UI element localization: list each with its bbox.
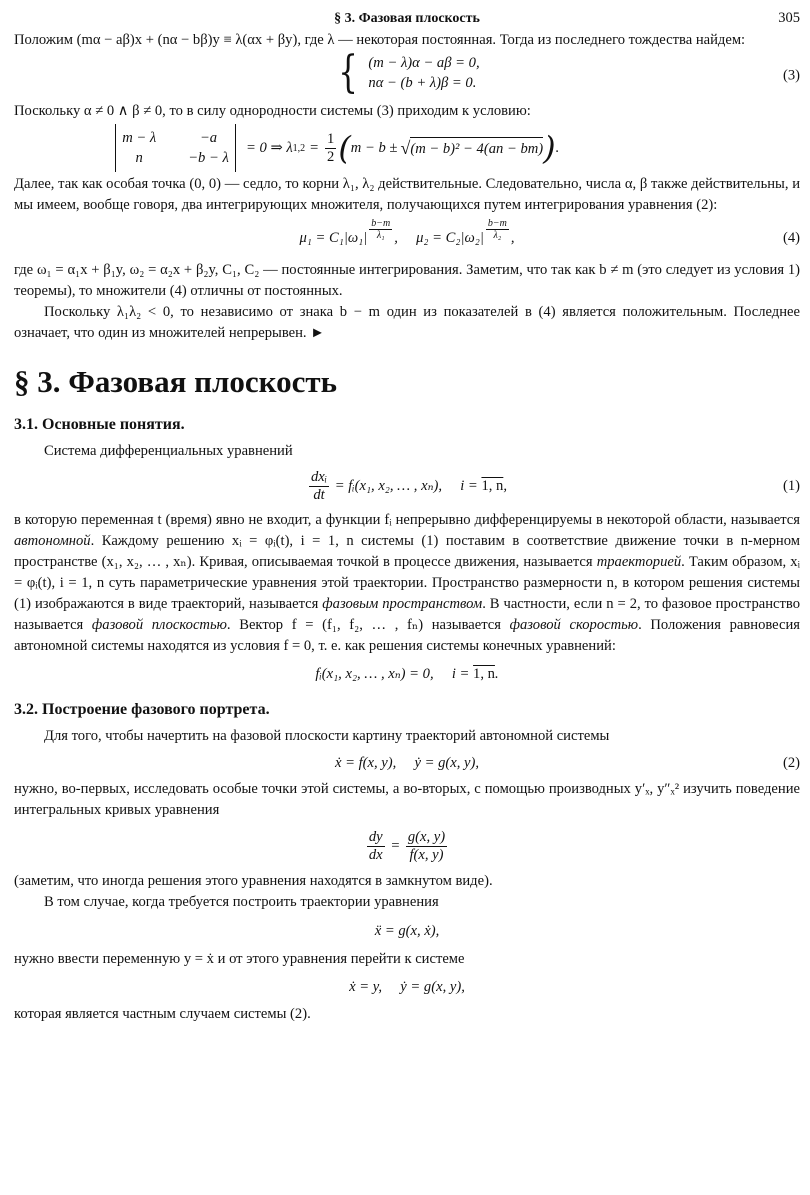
paragraph-4: где ω₁ = α₁x + β₁y, ω₂ = α₂x + β₂y, C₁, C₂ — постоянные интегрирования. Заметим, что так как b ≠ m (это следует из условия 1) теоремы), то множители (4) отличны от постоянных.: [14, 262, 800, 299]
paragraph-3: Далее, так как особая точка (0, 0) — седло, то корни λ₁, λ₂ действительные. Следовательно, числа α, β также действительны, и мы имеем, вообще говоря, два интегрирующих множителя, получающихся путем интегрирования уравнения (2):: [14, 176, 801, 213]
paragraph-1: Положим (mα − aβ)x + (nα − bβ)y ≡ λ(αx + βy), где λ — некоторая постоянная. Тогда из последнего тождества найдем:: [14, 32, 746, 48]
det-eq-sign: =: [309, 139, 320, 156]
left-brace: {: [338, 47, 359, 98]
eq2-text: ẋ = f(x, y), ẏ = g(x, y),: [334, 755, 480, 771]
inner-left: m − b ±: [350, 139, 398, 156]
eq4-tail: ,: [510, 230, 515, 246]
equation-number: (2): [782, 755, 800, 771]
p7-text-3: . Таким образом, xᵢ = φᵢ(t), i = 1, n суть параметрические уравнения этой траектории. Пространство размерности n, в котором решения системы (1) изображаются в виде траекторий, называется: [14, 554, 800, 612]
equation-3: [14, 47, 800, 99]
equation-1: [14, 464, 800, 508]
reduced-system: ẋ = y, ẏ = g(x, y),: [349, 979, 465, 995]
paragraph-13: которая является частным случаем системы (2).: [14, 1006, 311, 1022]
dt: dt: [313, 487, 325, 504]
paragraph-6: Система дифференциальных уравнений: [44, 443, 293, 459]
page-number: 305: [778, 10, 800, 26]
det-a11: m − λ: [122, 130, 157, 146]
det-a22: −b − λ: [188, 150, 229, 166]
paragraph-2: Поскольку α ≠ 0 ∧ β ≠ 0, то в силу однородности системы (3) приходим к условию:: [14, 103, 531, 119]
half-numerator: 1: [327, 130, 335, 147]
mu-sep: , μ₂ = C₂|ω₂|: [394, 230, 484, 246]
second-order-equation: ẍ = g(x, ẋ),: [374, 923, 440, 939]
det-a12: −a: [199, 130, 218, 146]
eqfin-tail: .: [494, 666, 499, 682]
paragraph-9: нужно, во-первых, исследовать особые точки этой системы, а во-вторых, с помощью производных y′ₓ, y″ₓ² изучить поведение интегральных кривых уравнения: [14, 781, 800, 818]
header-title: § 3. Фазовая плоскость: [334, 11, 480, 26]
p7-text-5: . Вектор f = (f₁, f₂, … , fₙ) называется: [226, 617, 501, 633]
term-trajectory: траекторией: [596, 554, 682, 570]
g-xy: g(x, y): [407, 829, 446, 846]
det-middle: = 0 ⇒ λ: [246, 139, 293, 156]
term-phase-velocity: фазовой скоростью: [509, 617, 639, 633]
eq1-rhs: = fᵢ(x₁, x₂, … , xₙ), i =: [334, 478, 478, 494]
eq-sign: =: [390, 838, 401, 854]
determinant-equation: m − λ −a n −b − λ = 0 ⇒ λ 1,2 = $\frac{1}{2}$ ( m − b ± √ (m − b)² − 4(an − bm) ) .: [14, 124, 800, 172]
term-phase-space: фазовым пространством: [322, 596, 483, 612]
dx: dx: [368, 847, 383, 864]
equation-4: [14, 218, 800, 258]
half-denominator: 2: [327, 148, 335, 165]
paragraph-12: нужно ввести переменную y = ẋ и от этого уравнения перейти к системе: [14, 951, 465, 967]
paragraph-10: (заметим, что иногда решения этого уравнения находятся в замкнутом виде).: [14, 873, 493, 889]
equation-number: (1): [782, 478, 800, 494]
running-header: [14, 8, 800, 30]
term-autonomous: автономной: [14, 533, 91, 549]
det-tail: .: [555, 139, 560, 156]
eq3-row-1: (m − λ)α − aβ = 0,: [368, 55, 480, 71]
eqfin-lhs: fᵢ(x₁, x₂, … , xₙ) = 0, i =: [315, 666, 470, 682]
exp2-num: b−m: [487, 218, 507, 229]
f-xy: f(x, y): [409, 847, 444, 864]
p7-text-1: в которую переменная t (время) явно не входит, а функции fᵢ непрерывно дифференцируемы в некоторой области, называется: [14, 512, 800, 528]
lambda-subscript: 1,2: [292, 142, 306, 154]
p7-text-4: . В частности, если n = 2, то фазовое пространство называется: [14, 596, 800, 633]
paragraph-11: В том случае, когда требуется построить траектории уравнения: [44, 894, 439, 910]
equation-number: (3): [782, 67, 800, 84]
dxi: dxᵢ: [311, 469, 328, 486]
exp1-den: λ₁: [376, 230, 385, 241]
eq1-range: 1, n: [481, 478, 504, 494]
term-phase-plane: фазовой плоскостью: [91, 617, 227, 633]
paragraph-8: Для того, чтобы начертить на фазовой плоскости картину траекторий автономной системы: [44, 728, 610, 744]
exp2-den: λ₂: [493, 230, 502, 241]
dy-dx-equation: [14, 823, 800, 869]
equilibrium-equation: [14, 659, 800, 689]
mu1: μ₁ = C₁|ω₁|: [299, 230, 368, 246]
det-a21: n: [135, 150, 143, 166]
equation-2: [14, 749, 800, 777]
paragraph-5: Поскольку λ₁λ₂ < 0, то независимо от знака b − m один из показателей в (4) является положительным. Последнее означает, что один из множителей непрерывен. ►: [14, 304, 800, 341]
exp1-num: b−m: [371, 218, 391, 229]
book-page: [14, 8, 800, 1025]
eqfin-range: 1, n: [473, 666, 495, 682]
p7-text-6: . Положения равновесия автономной системы находятся из условия f = 0, т. е. как решения системы конечных уравнений:: [14, 617, 801, 654]
section-title: § 3. Фазовая плоскость: [14, 364, 337, 399]
radicand: (m − b)² − 4(an − bm): [410, 137, 543, 160]
dy: dy: [368, 829, 383, 846]
eq3-row-2: nα − (b + λ)β = 0.: [368, 75, 477, 91]
equation-number: (4): [782, 230, 800, 246]
p7-text-2: . Каждому решению xᵢ = φᵢ(t), i = 1, n системы (1) поставим в соответствие движение точки в n-мерном пространстве (x₁, x₂, … , xₙ). Кривая, описываемая точкой в процессе движения, называется: [14, 533, 800, 570]
subsection-3-2: 3.2. Построение фазового портрета.: [14, 701, 270, 718]
subsection-3-1: 3.1. Основные понятия.: [14, 416, 185, 433]
eq1-tail: ,: [503, 478, 507, 494]
paragraph-7: [14, 510, 800, 657]
